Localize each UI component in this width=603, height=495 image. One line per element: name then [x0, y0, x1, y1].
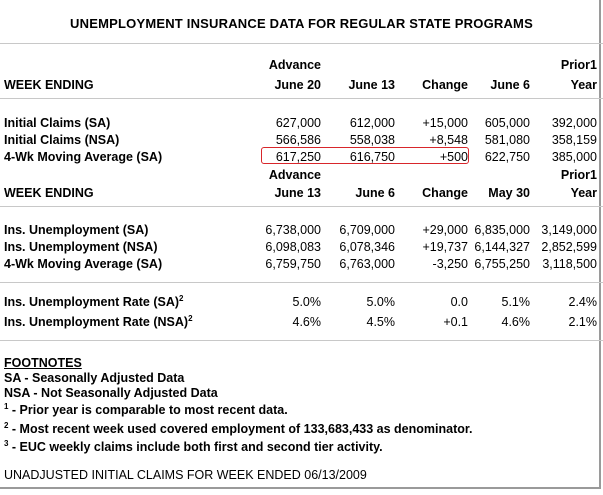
table2-divider — [0, 206, 603, 207]
footnote-1: $^1$ - Prior year is comparable to most recent data. — [4, 402, 288, 417]
header-advance: Advance — [268, 58, 321, 72]
table-row — [0, 256, 603, 272]
cell: 5.1% — [501, 295, 530, 309]
cell: 3,118,500 — [542, 257, 597, 271]
cell: 6,098,083 — [265, 240, 321, 254]
table-row — [0, 222, 603, 238]
table1-header-top — [0, 57, 603, 73]
cell: 6,835,000 — [474, 223, 530, 237]
cell: 2.1% — [568, 315, 597, 329]
footnotes-divider — [0, 340, 603, 341]
table1-header — [0, 77, 603, 93]
cell: +500 — [439, 150, 468, 164]
cell: 6,763,000 — [339, 257, 395, 271]
row-label: Initial Claims (SA) — [4, 116, 111, 130]
header-col-2: June 6 — [355, 186, 395, 200]
cell: 6,144,327 — [474, 240, 530, 254]
highlight-box — [261, 147, 469, 164]
row-label: Initial Claims (NSA) — [4, 133, 120, 147]
row-label: 4-Wk Moving Average (SA) — [4, 150, 163, 164]
page-title: UNEMPLOYMENT INSURANCE DATA FOR REGULAR STATE PROGRAMS — [70, 16, 533, 31]
footnotes-heading: FOOTNOTES — [4, 356, 82, 370]
row-label: Ins. Unemployment Rate (SA)$^2$ — [4, 294, 184, 309]
cell: 558,038 — [349, 133, 395, 147]
cell: 627,000 — [275, 116, 321, 130]
cell: 617,250 — [275, 150, 321, 164]
cell: +15,000 — [422, 116, 468, 130]
footnote-sa: SA - Seasonally Adjusted Data — [4, 371, 185, 385]
cell: 4.6% — [501, 315, 530, 329]
cell: +19,737 — [422, 240, 468, 254]
cell: +8,548 — [429, 133, 468, 147]
cell: 2,852,599 — [541, 240, 597, 254]
cell: 6,738,000 — [265, 223, 321, 237]
cell: 612,000 — [349, 116, 395, 130]
row-label: Ins. Unemployment Rate (NSA)$^2$ — [4, 314, 193, 329]
header-advance: Advance — [268, 168, 321, 182]
footnote-nsa: NSA - Not Seasonally Adjusted Data — [4, 386, 218, 400]
table1-divider — [0, 98, 603, 99]
footnote-3: $^3$ - EUC weekly claims include both first and second tier activity. — [4, 439, 383, 454]
table-row — [0, 294, 603, 310]
table2-header-top — [0, 167, 603, 183]
cell: 5.0% — [366, 295, 395, 309]
header-col-5: Year — [570, 78, 597, 92]
footnote-number: 3 — [4, 439, 9, 448]
header-prior: Prior1 — [560, 58, 597, 72]
cell: 0.0 — [450, 295, 468, 309]
cell: 616,750 — [349, 150, 395, 164]
week-ending-label: WEEK ENDING — [4, 78, 94, 92]
table-row — [0, 132, 603, 148]
cell: 2.4% — [568, 295, 597, 309]
week-ending-label: WEEK ENDING — [4, 186, 94, 200]
header-col-1: June 13 — [274, 186, 321, 200]
table2-header — [0, 185, 603, 201]
header-col-4: May 30 — [488, 186, 530, 200]
cell: 6,759,750 — [265, 257, 321, 271]
header-prior: Prior1 — [560, 168, 597, 182]
footnote-ref: 2 — [179, 294, 184, 303]
table-row — [0, 115, 603, 131]
cell: 622,750 — [484, 150, 530, 164]
cell: -3,250 — [432, 257, 468, 271]
table3-divider — [0, 282, 603, 283]
cell: 605,000 — [484, 116, 530, 130]
cell: 4.5% — [366, 315, 395, 329]
cell: +29,000 — [422, 223, 468, 237]
cell: 566,586 — [275, 133, 321, 147]
cell: 385,000 — [551, 150, 597, 164]
header-col-3: Change — [422, 78, 468, 92]
row-label: Ins. Unemployment (SA) — [4, 223, 149, 237]
row-label: Ins. Unemployment (NSA) — [4, 240, 158, 254]
cell: 581,080 — [484, 133, 530, 147]
cell: 358,159 — [551, 133, 597, 147]
cell: 4.6% — [292, 315, 321, 329]
footnote-number: 1 — [4, 402, 9, 411]
cell: 6,709,000 — [339, 223, 395, 237]
cell: +0.1 — [443, 315, 468, 329]
header-col-3: Change — [422, 186, 468, 200]
table-row — [0, 314, 603, 330]
header-col-2: June 13 — [348, 78, 395, 92]
cell: 6,755,250 — [474, 257, 530, 271]
header-col-5: Year — [570, 186, 597, 200]
header-col-1: June 20 — [274, 78, 321, 92]
table-row — [0, 239, 603, 255]
title-divider — [0, 43, 603, 44]
header-col-4: June 6 — [490, 78, 530, 92]
unadjusted-claims-line: UNADJUSTED INITIAL CLAIMS FOR WEEK ENDED 06/13/2009 — [4, 468, 367, 482]
cell: 6,078,346 — [339, 240, 395, 254]
cell: 3,149,000 — [541, 223, 597, 237]
cell: 5.0% — [292, 295, 321, 309]
footnote-number: 2 — [4, 421, 9, 430]
footnote-ref: 2 — [188, 314, 193, 323]
footnote-2: $^2$ - Most recent week used covered employment of 133,683,433 as denominator. — [4, 421, 473, 436]
row-label: 4-Wk Moving Average (SA) — [4, 257, 163, 271]
cell: 392,000 — [551, 116, 597, 130]
